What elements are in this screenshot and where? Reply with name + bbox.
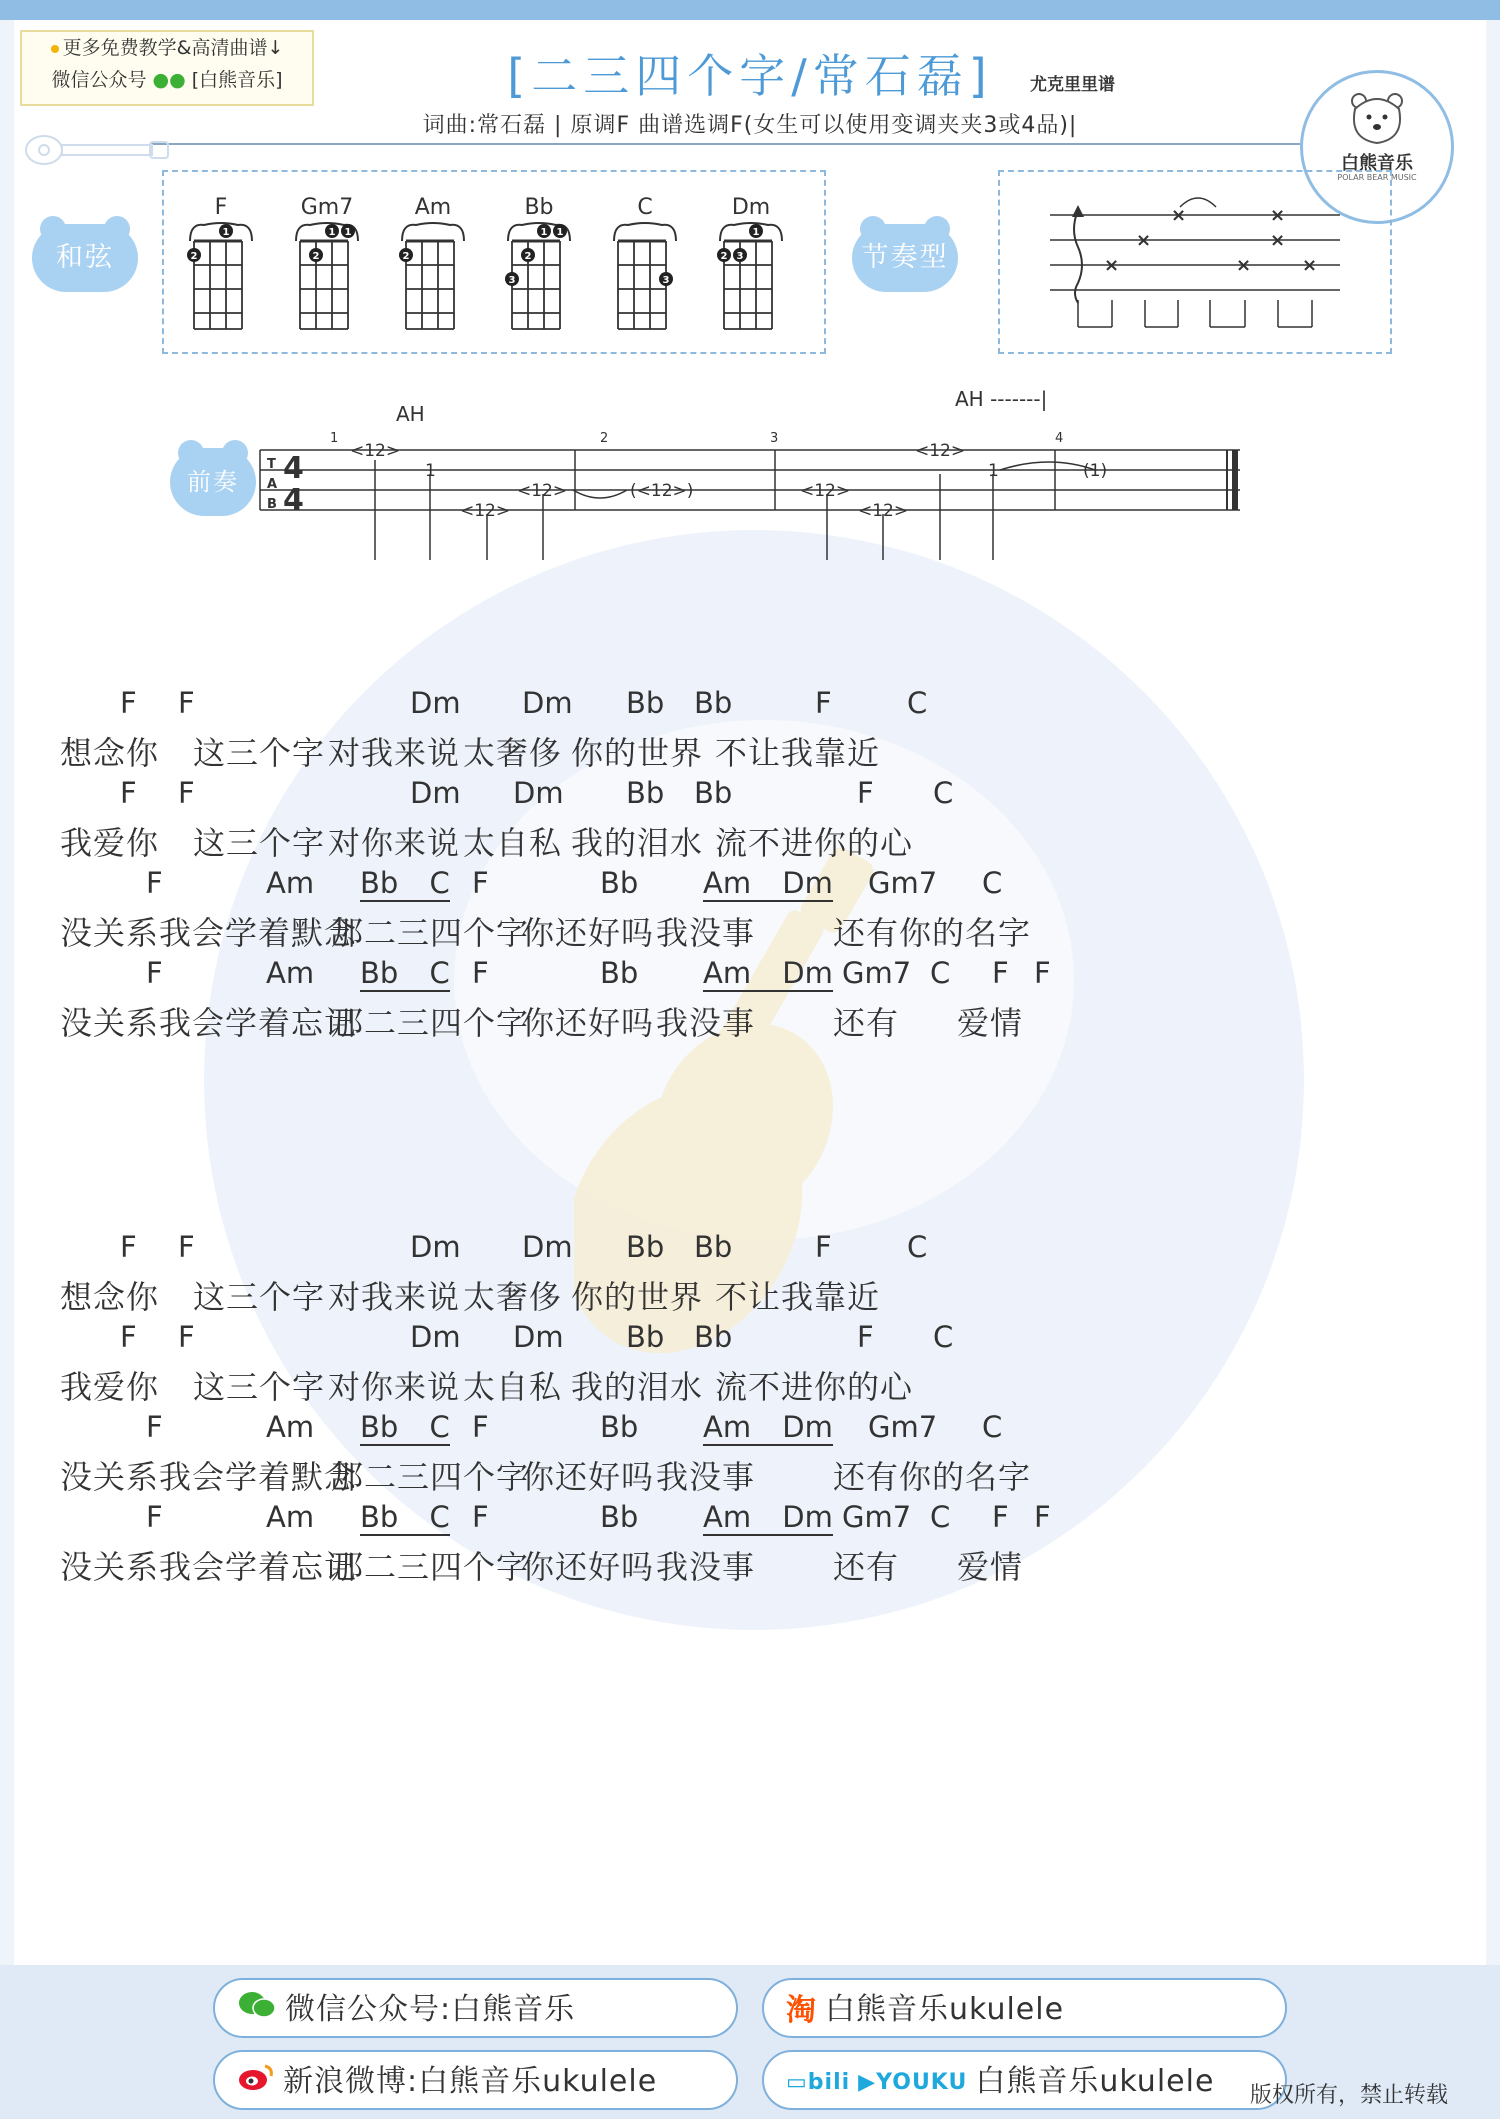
lyric-line: [0, 818, 1500, 862]
lyric-line: [0, 908, 1500, 952]
chord-symbol: C: [982, 1410, 1003, 1444]
lyric-line: [0, 1542, 1500, 1586]
prelude-ah-2: AH -------|: [955, 387, 1048, 411]
svg-text:×: ×: [1104, 255, 1120, 276]
svg-text:<12>: <12>: [460, 501, 511, 521]
lyric-phrase: 我没事: [656, 1548, 756, 1586]
svg-text:1: 1: [540, 227, 548, 238]
lyric-phrase: 这三个字: [193, 824, 326, 862]
finger-dot: [717, 248, 731, 262]
lyric-phrase: 那二三四个字: [331, 914, 530, 952]
lyric-line: [0, 728, 1500, 772]
chord-symbol: Dm: [522, 686, 573, 720]
chord-symbol: F: [857, 1320, 874, 1354]
chord-symbol: Dm: [410, 776, 461, 810]
svg-text:1: 1: [330, 431, 339, 446]
chord-symbol: Dm: [410, 1230, 461, 1264]
svg-text:<12>: <12>: [858, 501, 909, 521]
lyric-phrase: 对我来说: [328, 1278, 461, 1316]
lyric-phrase: 对你来说: [328, 1368, 461, 1406]
chord-symbol: F: [1034, 956, 1051, 990]
svg-text:1: 1: [752, 227, 760, 238]
svg-text:×: ×: [1270, 205, 1286, 226]
svg-text:4: 4: [1055, 431, 1064, 446]
chord-line: [0, 1500, 1500, 1540]
lyric-phrase: 你还好吗: [522, 1004, 655, 1042]
finger-dot: [187, 248, 201, 262]
lyric-phrase: 爱情: [957, 1004, 1024, 1042]
lyric-phrase: 你还好吗: [522, 1458, 655, 1496]
svg-text:(<12>): (<12>): [630, 481, 694, 501]
svg-text:2: 2: [190, 251, 198, 262]
chord-fretboard: [396, 221, 470, 333]
lyric-phrase: 没关系我会学着忘记: [60, 1548, 358, 1586]
chord-line: [0, 956, 1500, 996]
lyric-phrase: 还有你的名字: [833, 1458, 1032, 1496]
chord-symbol: F: [1034, 1500, 1051, 1534]
lyric-phrase: 流不进你的心: [715, 824, 914, 862]
chord-symbol: F: [472, 1500, 489, 1534]
chord-symbol: Bb: [694, 1230, 733, 1264]
lyric-phrase: 那二三四个字: [331, 1548, 530, 1586]
finger-dot: [733, 248, 747, 262]
chord-diagram-f: [184, 195, 258, 335]
lyric-phrase: 我没事: [656, 1004, 756, 1042]
chord-symbol: F: [146, 1410, 163, 1444]
chord-name: Bb: [524, 195, 554, 220]
svg-text:3: 3: [508, 275, 516, 286]
chord-symbol: Dm: [513, 776, 564, 810]
chord-symbol: Bb: [694, 686, 733, 720]
chord-diagram-am: [396, 195, 470, 335]
svg-text:×: ×: [1270, 230, 1286, 251]
finger-dot: [341, 224, 355, 238]
lyric-phrase: 对我来说: [328, 734, 461, 772]
prelude-tab-staff: [255, 420, 1255, 570]
chord-symbol: C: [930, 1500, 951, 1534]
svg-text:1: 1: [328, 227, 336, 238]
svg-text:A: A: [267, 477, 278, 492]
taobao-icon: 淘: [786, 1992, 817, 2028]
svg-text:2: 2: [402, 251, 410, 262]
lyric-phrase: 我爱你: [60, 824, 160, 862]
chord-symbol: Gm7: [868, 866, 938, 900]
song-credits: 词曲:常石磊 | 原调F 曲谱选调F(女生可以使用变调夹夹3或4品)|: [422, 113, 1078, 138]
chord-symbol: C: [930, 956, 951, 990]
chord-symbol: Am: [266, 1500, 315, 1534]
chord-symbol: F: [146, 866, 163, 900]
svg-text:4: 4: [283, 483, 304, 518]
chord-symbol: Gm7: [868, 1410, 938, 1444]
chord-fretboard: [714, 221, 788, 333]
chord-name: Gm7: [300, 195, 354, 220]
chord-symbol: F: [815, 1230, 832, 1264]
lyric-phrase: 我爱你: [60, 1368, 160, 1406]
finger-dot: [659, 272, 673, 286]
chord-symbol: Dm: [410, 1320, 461, 1354]
chord-symbol: Gm7: [842, 1500, 912, 1534]
ukulele-outline-icon: [22, 130, 172, 170]
weibo-icon: [237, 2053, 275, 2113]
chord-symbol: F: [120, 1320, 137, 1354]
chord-fretboard: [608, 221, 682, 333]
finger-dot: [537, 224, 551, 238]
chord-symbol: F: [178, 1320, 195, 1354]
svg-text:T: T: [267, 457, 276, 472]
chord-symbol: Bb C: [360, 1410, 450, 1444]
header-divider: [150, 143, 1300, 145]
chord-symbol: F: [815, 686, 832, 720]
chord-name: Am: [414, 195, 452, 220]
svg-text:2: 2: [720, 251, 728, 262]
logo-name: 白熊音乐: [1341, 153, 1413, 174]
rhythm-pattern-staff: [1040, 185, 1350, 335]
svg-text:B: B: [267, 497, 277, 512]
lyric-line: [0, 1272, 1500, 1316]
lyric-phrase: 那二三四个字: [331, 1458, 530, 1496]
chord-symbol: C: [982, 866, 1003, 900]
footer-bilibili-youku[interactable]: ▭bili ▶YOUKU 白熊音乐ukulele: [762, 2050, 1287, 2110]
lyric-phrase: 还有你的名字: [833, 914, 1032, 952]
svg-text:3: 3: [770, 431, 779, 446]
svg-text:(1): (1): [1083, 461, 1108, 481]
chord-symbol: Am Dm: [703, 1500, 833, 1534]
lyric-phrase: 那二三四个字: [331, 1004, 530, 1042]
chord-diagram-gm7: [290, 195, 364, 335]
chord-symbol: Bb: [694, 1320, 733, 1354]
lyric-phrase: 你的世界: [571, 1278, 704, 1316]
lyric-phrase: 流不进你的心: [715, 1368, 914, 1406]
chord-symbol: F: [120, 686, 137, 720]
svg-text:1: 1: [425, 461, 436, 481]
chord-symbol: F: [120, 1230, 137, 1264]
chord-symbol: Am: [266, 866, 315, 900]
chord-symbol: Bb C: [360, 956, 450, 990]
lyric-phrase: 这三个字: [193, 734, 326, 772]
title-subtitle: 尤克里里谱: [1030, 75, 1115, 95]
lyric-line: [0, 998, 1500, 1042]
chord-diagram-bb: [502, 195, 576, 335]
rhythm-label: 节奏型: [852, 224, 958, 292]
lyric-line: [0, 1452, 1500, 1496]
prelude-ah-1: AH: [396, 402, 425, 426]
lyric-phrase: 没关系我会学着默念: [60, 1458, 358, 1496]
chord-fretboard: [290, 221, 364, 333]
svg-text:4: 4: [283, 451, 304, 486]
footer-weibo[interactable]: 新浪微博:白熊音乐ukulele: [213, 2050, 738, 2110]
chord-symbol: Bb: [626, 1230, 665, 1264]
chord-name: F: [214, 195, 228, 220]
chord-symbol: Dm: [513, 1320, 564, 1354]
lyric-phrase: 不让我靠近: [715, 1278, 881, 1316]
chord-name: C: [637, 195, 653, 220]
chord-line: [0, 686, 1500, 726]
chord-symbol: Am: [266, 1410, 315, 1444]
chord-line: [0, 1320, 1500, 1360]
svg-text:<12>: <12>: [915, 441, 966, 461]
lyric-phrase: 对你来说: [328, 824, 461, 862]
svg-text:1: 1: [556, 227, 564, 238]
chord-symbol: Bb: [694, 776, 733, 810]
lyric-phrase: 爱情: [957, 1548, 1024, 1586]
wechat-icon: ●●: [152, 69, 186, 91]
chord-symbol: F: [178, 1230, 195, 1264]
chord-symbol: Bb C: [360, 866, 450, 900]
svg-text:1: 1: [344, 227, 352, 238]
top-bar: [0, 0, 1500, 20]
lyric-phrase: 太自私: [463, 1368, 563, 1406]
lyric-phrase: 太奢侈: [463, 734, 563, 772]
finger-dot: [749, 224, 763, 238]
bilibili-icon: ▭bili: [786, 2069, 851, 2095]
song-title: [二三四个字/常石磊]: [507, 49, 993, 103]
chord-line: [0, 866, 1500, 906]
chord-line: [0, 1230, 1500, 1270]
chord-symbol: Am Dm: [703, 1410, 833, 1444]
chord-line: [0, 776, 1500, 816]
chord-diagram-dm: [714, 195, 788, 335]
chord-symbol: Bb: [626, 686, 665, 720]
svg-text:2: 2: [600, 431, 609, 446]
svg-text:2: 2: [524, 251, 532, 262]
lyric-phrase: 你的世界: [571, 734, 704, 772]
lyric-phrase: 没关系我会学着忘记: [60, 1004, 358, 1042]
svg-text:3: 3: [662, 275, 670, 286]
finger-dot: [553, 224, 567, 238]
chord-symbol: Bb: [600, 956, 639, 990]
svg-text:×: ×: [1136, 230, 1152, 251]
chord-symbol: Bb: [600, 1410, 639, 1444]
promo-line-2: 微信公众号 ●● [白熊音乐]: [51, 69, 283, 91]
chord-symbol: C: [933, 1320, 954, 1354]
svg-text:<12>: <12>: [517, 481, 568, 501]
youku-icon: ▶YOUKU: [858, 2069, 968, 2095]
chord-symbol: C: [933, 776, 954, 810]
svg-text:<12>: <12>: [800, 481, 851, 501]
copyright-note: 版权所有，禁止转载: [1250, 2083, 1449, 2108]
footer-taobao[interactable]: 淘 白熊音乐ukulele: [762, 1978, 1287, 2038]
chord-symbol: Am Dm: [703, 956, 833, 990]
logo-subtitle: POLAR BEAR MUSIC: [1337, 173, 1417, 182]
chord-symbol: Bb: [600, 1500, 639, 1534]
wechat-icon: [237, 1981, 277, 2041]
chord-symbol: F: [120, 776, 137, 810]
lyric-phrase: 还有: [833, 1004, 900, 1042]
svg-text:<12>: <12>: [350, 441, 401, 461]
chord-symbol: F: [992, 1500, 1009, 1534]
chord-symbol: Am Dm: [703, 866, 833, 900]
lyric-phrase: 你还好吗: [522, 1548, 655, 1586]
lyric-phrase: 这三个字: [193, 1278, 326, 1316]
lyric-phrase: 我的泪水: [571, 824, 704, 862]
chord-symbol: F: [178, 686, 195, 720]
chord-fretboard: [184, 221, 258, 333]
chord-symbol: F: [992, 956, 1009, 990]
chord-line: [0, 1410, 1500, 1450]
chord-symbol: F: [472, 866, 489, 900]
lyric-phrase: 想念你: [60, 734, 160, 772]
lyric-line: [0, 1362, 1500, 1406]
polar-bear-icon: [1347, 89, 1407, 145]
footer-wechat[interactable]: 微信公众号:白熊音乐: [213, 1978, 738, 2038]
svg-text:1: 1: [988, 461, 999, 481]
lyric-phrase: 还有: [833, 1548, 900, 1586]
chords-label: 和弦: [32, 224, 138, 292]
lyric-phrase: 不让我靠近: [715, 734, 881, 772]
svg-text:×: ×: [1302, 255, 1318, 276]
chord-symbol: F: [472, 1410, 489, 1444]
svg-text:×: ×: [1236, 255, 1252, 276]
lyric-phrase: 太自私: [463, 824, 563, 862]
prelude-label: 前奏: [170, 448, 256, 516]
chord-symbol: Dm: [410, 686, 461, 720]
chord-symbol: F: [857, 776, 874, 810]
lyric-phrase: 没关系我会学着默念: [60, 914, 358, 952]
finger-dot: [505, 272, 519, 286]
chord-symbol: F: [178, 776, 195, 810]
lyric-phrase: 你还好吗: [522, 914, 655, 952]
svg-text:×: ×: [1171, 205, 1187, 226]
chord-symbol: C: [907, 1230, 928, 1264]
lyric-phrase: 我没事: [656, 1458, 756, 1496]
lyric-phrase: 这三个字: [193, 1368, 326, 1406]
lyric-phrase: 我的泪水: [571, 1368, 704, 1406]
chord-symbol: F: [146, 956, 163, 990]
chord-symbol: Gm7: [842, 956, 912, 990]
finger-dot: [309, 248, 323, 262]
chord-symbol: Bb C: [360, 1500, 450, 1534]
chord-symbol: F: [472, 956, 489, 990]
finger-dot: [219, 224, 233, 238]
lyric-phrase: 我没事: [656, 914, 756, 952]
chord-symbol: Am: [266, 956, 315, 990]
chord-name: Dm: [731, 195, 771, 220]
lyric-phrase: 想念你: [60, 1278, 160, 1316]
finger-dot: [399, 248, 413, 262]
promo-line-1: 更多免费教学&高清曲谱↓: [22, 32, 312, 64]
chord-diagram-c: [608, 195, 682, 335]
chord-symbol: F: [146, 1500, 163, 1534]
finger-dot: [325, 224, 339, 238]
chord-symbol: C: [907, 686, 928, 720]
svg-text:2: 2: [312, 251, 320, 262]
chord-symbol: Bb: [626, 776, 665, 810]
chord-symbol: Dm: [522, 1230, 573, 1264]
svg-text:3: 3: [736, 251, 744, 262]
lyric-phrase: 太奢侈: [463, 1278, 563, 1316]
svg-text:1: 1: [222, 227, 230, 238]
finger-dot: [521, 248, 535, 262]
chord-symbol: Bb: [626, 1320, 665, 1354]
chord-symbol: Bb: [600, 866, 639, 900]
chord-fretboard: [502, 221, 576, 333]
